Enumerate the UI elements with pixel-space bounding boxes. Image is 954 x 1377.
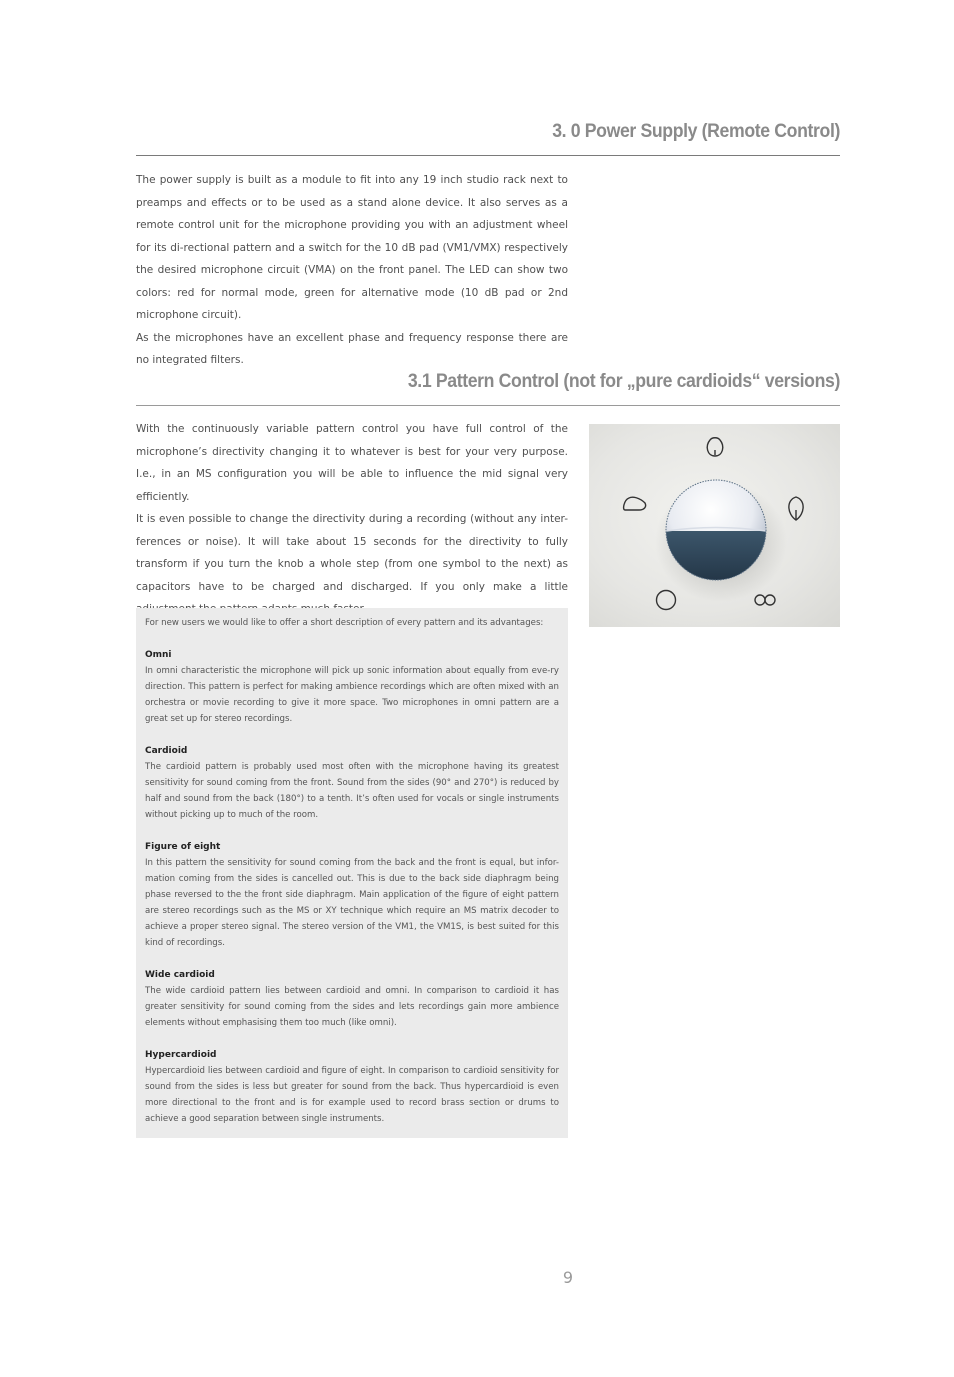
pattern-control-text — [136, 418, 568, 621]
pattern-description: In omni characteristic the microphone will pick up sonic information about equally from eve-ry direction. This pattern is perfect for making ambience recordings which are often mixed with an orchestra or movie recording to give it more space. Two microphones in omni pattern are a great set up for stereo recordings. — [145, 666, 559, 724]
paragraph: As the microphones have an excellent phase and frequency response there are no integrated filters. — [136, 331, 568, 366]
pattern-knob-illustration — [589, 424, 840, 627]
paragraph: It is even possible to change the directivity during a recording (without any inter-ferences or noise). It will take about 15 seconds for the directivity to fully transform if you turn the knob a whole step (from one symbol to the next) as capacitors have to be charged and discharged. If you only make a little — [136, 513, 568, 593]
pattern-name: Cardioid — [145, 746, 188, 756]
hypercardioid-icon — [789, 497, 803, 520]
pattern-descriptions-box — [136, 608, 568, 1138]
pattern-entry-figure-of-eight — [145, 839, 559, 951]
pattern-knob-photo — [589, 424, 840, 627]
section-title-pattern-control: 3.1 Pattern Control (not for „pure cardioids“ versions) — [407, 371, 840, 392]
power-supply-text — [136, 169, 568, 372]
pattern-name: Wide cardioid — [145, 970, 215, 980]
figure-of-eight-icon — [755, 595, 775, 605]
paragraph: With the continuously variable pattern control you have full control of the microphone’s directivity changing it to whatever is best for your very purpose. I.e., in an MS configuration you will be able to influence the mid signal very efficiently. — [136, 423, 568, 503]
pattern-entry-omni — [145, 647, 559, 727]
omni-icon — [657, 591, 676, 610]
infobox-intro: For new users we would like to offer a short description of every pattern and its advantages: — [145, 618, 544, 628]
pattern-description: In this pattern the sensitivity for sound coming from the back and the front is equal, but infor-mation coming from the sides is cancelled out. This is due to the back side diaphragm being phase reversed to the the front side diaphragm. Main application of the figure of eight pattern are stereo recordings such as the MS or XY technique which require an MS matrix decoder to achieve a proper stereo signal. The stereo version of the VM1, the VM1S, is best suited for this kind of recordings. — [145, 858, 559, 948]
pattern-entry-wide-cardioid — [145, 967, 559, 1031]
section-divider — [136, 155, 840, 156]
pattern-description: The wide cardioid pattern lies between cardioid and omni. In comparison to cardioid it has greater sensitivity for sound coming from the sides and lets recordings gain more ambience elements without emphasising them too much (like omni). — [145, 986, 559, 1028]
cardioid-icon — [707, 438, 722, 456]
page-number: 9 — [562, 1268, 574, 1287]
section-divider — [136, 405, 840, 406]
wide-cardioid-icon — [624, 497, 646, 510]
pattern-name: Omni — [145, 650, 172, 660]
paragraph: The power supply is built as a module to fit into any 19 inch studio rack next to preamps and effects or to be used as a stand alone device. It also serves as a remote control unit for the microphone providing you with an adjustment wheel for its di-rectional pattern and a switch for the 10 dB pad (VM1/VMX) respectively the desired microphone circuit (VMA) on the front panel. The LED can show two colors: red for normal mode, green for alternative mode (10 dB pad or 2nd microphone circuit). — [136, 174, 568, 321]
section-title-power-supply: 3. 0 Power Supply (Remote Control) — [552, 121, 840, 142]
pattern-entry-cardioid — [145, 743, 559, 823]
pattern-name: Hypercardioid — [145, 1050, 217, 1060]
pattern-name: Figure of eight — [145, 842, 221, 852]
pattern-description: Hypercardioid lies between cardioid and figure of eight. In comparison to cardioid sensitivity for sound from the sides is less but greater for sound from the back. Thus hypercardioid is even more directional to the front and is for example used to record brass section or drums to achieve a good separation between single instruments. — [145, 1066, 559, 1124]
pattern-description: The cardioid pattern is probably used most often with the microphone having its greatest sensitivity for sound coming from the front. Sound from the sides (90° and 270°) is reduced by half and sound from the back (180°) to a tenth. It’s often used for vocals or single instruments without picking up to much of the room. — [145, 762, 559, 820]
pattern-entry-hypercardioid — [145, 1047, 559, 1127]
